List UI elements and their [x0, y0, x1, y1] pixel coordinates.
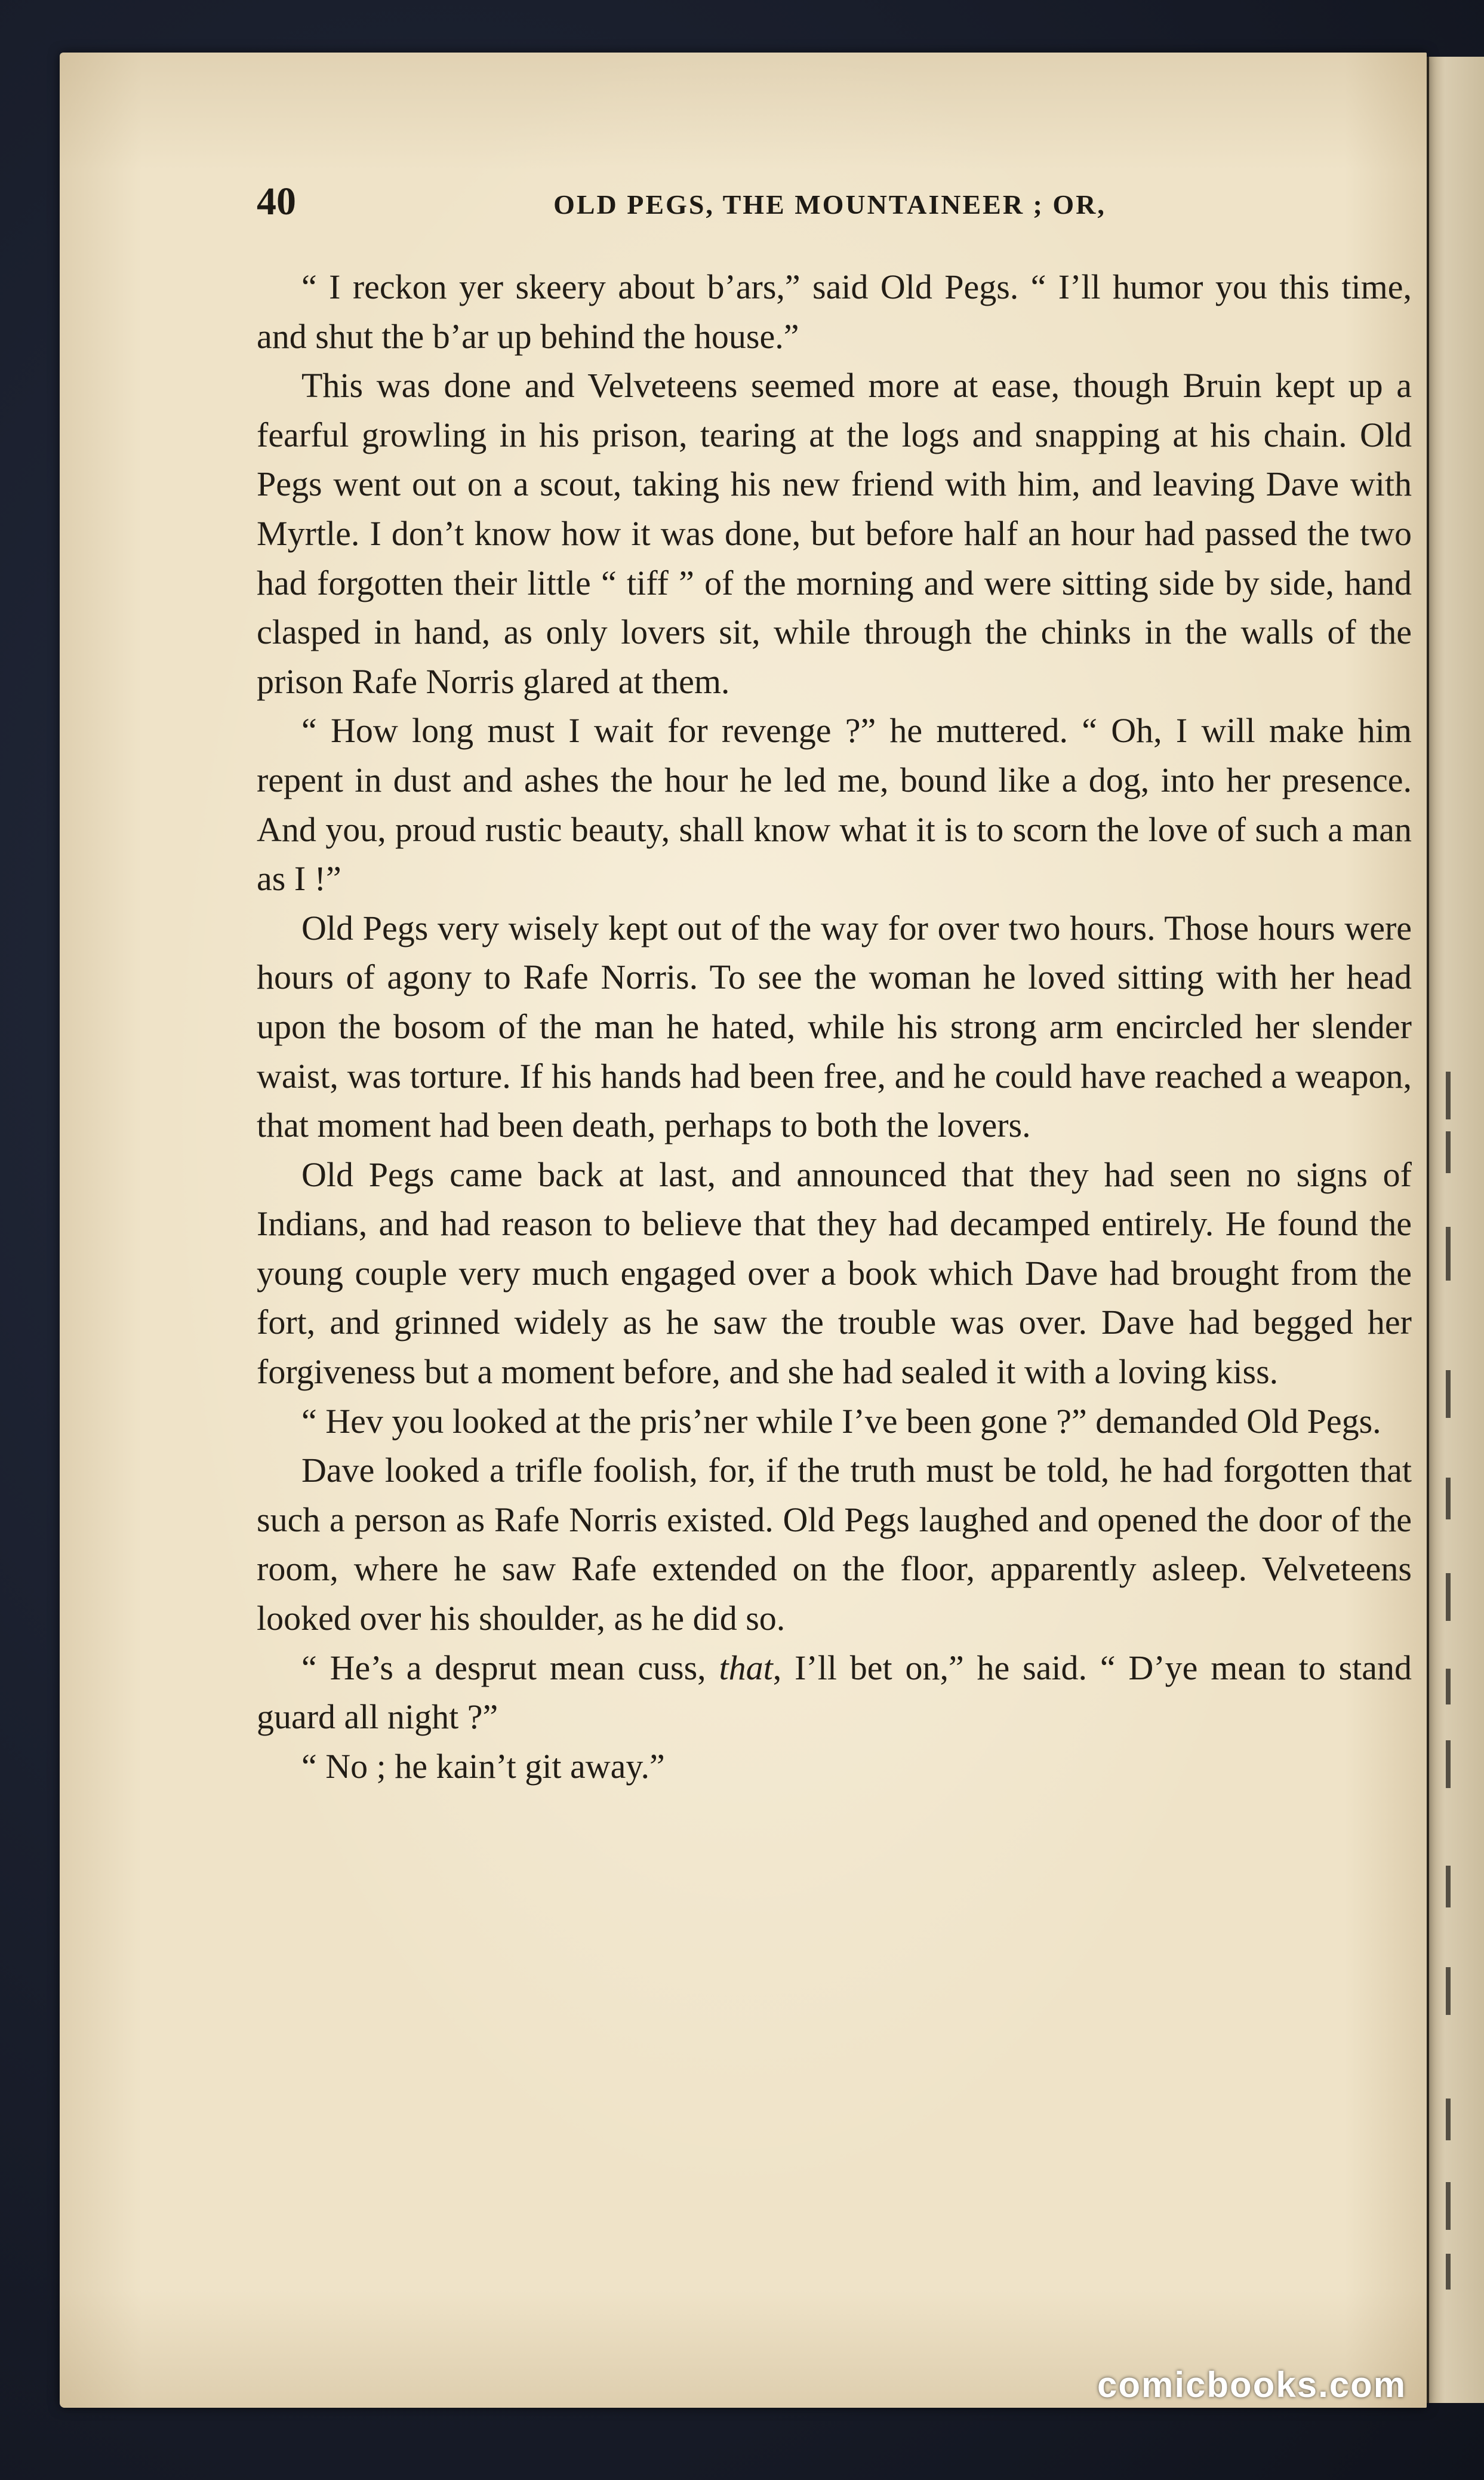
paragraph: “ How long must I wait for revenge ?” he muttered. “ Oh, I will make him repent in dust and ashes the hour he led me, bound like a dog, into her presence. And you, proud rustic beauty, shall know what it is to scorn the love of such a man as I !”: [257, 711, 1412, 899]
paragraph: Old Pegs very wisely kept out of the way for over two hours. Those hours were hours of agony to Rafe Norris. To see the woman he loved sitting with her head upon the bosom of the man he hated, while his strong arm encircled her slender waist, was torture. If his hands had been free, and he could have reached a weapon, that moment had been death, perhaps to both the lovers.: [257, 908, 1412, 1145]
paragraph: “ Hev you looked at the pris’ner while I’ve been gone ?” demanded Old Pegs.: [301, 1401, 1381, 1441]
watermark: comicbooks.com: [1097, 2365, 1407, 2405]
page-header: [257, 179, 1421, 233]
dialogue-emphasis: that: [719, 1648, 773, 1687]
body-text: [257, 263, 1412, 1791]
dialogue-text: , I’ll bet on,” he said. “ D’ye mean to stand guard all night ?”: [257, 1648, 1412, 1737]
paragraph: Dave looked a trifle foolish, for, if the truth must be told, he had forgotten that such a person as Rafe Norris existed. Old Pegs laughed and opened the door of the room, where he saw Rafe extended on the floor, apparently asleep. Velveteens looked over his shoulder, as he did so.: [257, 1451, 1412, 1638]
paragraph: This was done and Velveteens seemed more at ease, though Bruin kept up a fearful growling in his prison, tearing at the logs and snapping at his chain. Old Pegs went out on a scout, taking his new friend with him, and leaving Dave with Myrtle. I don’t know how it was done, but before half an hour had passed the two had forgotten their little “ tiff ” of the morning and were sitting side by side, hand clasped in hand, as only lovers sit, while through the chinks in the walls of the prison Rafe Norris glared at them.: [257, 366, 1412, 701]
page-number: 40: [257, 180, 296, 223]
dialogue-paragraph: [257, 1644, 1412, 1742]
dialogue-text: “ He’s a desprut mean cuss,: [301, 1648, 719, 1687]
paragraph: Old Pegs came back at last, and announced that they had seen no signs of Indians, and had reason to believe that they had decamped entirely. He found the young couple very much engaged over a book which Dave had brought from the fort, and grinned widely as he saw the trouble was over. Dave had begged her forgiveness but a moment before, and she had sealed it with a loving kiss.: [257, 1155, 1412, 1392]
adjacent-page-edge: [1428, 57, 1484, 2403]
running-head: OLD PEGS, THE MOUNTAINEER ; OR,: [553, 189, 1106, 220]
paragraph: “ No ; he kain’t git away.”: [301, 1746, 665, 1786]
paragraph: “ I reckon yer skeery about b’ars,” said Old Pegs. “ I’ll humor you this time, and shut the b’ar up behind the house.”: [257, 267, 1412, 356]
